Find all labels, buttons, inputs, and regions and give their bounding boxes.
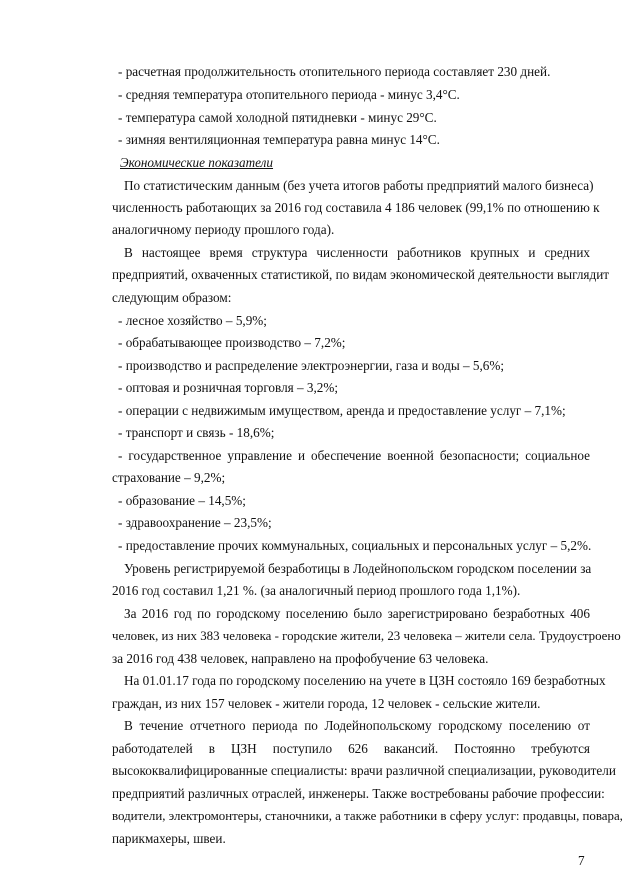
list-item: - оптовая и розничная торговля – 3,2%;: [118, 380, 339, 395]
text-line: граждан, из них 157 человек - жители города, 12 человек - сельские жители.: [112, 696, 541, 711]
text-line: парикмахеры, швеи.: [112, 831, 226, 846]
text-line: - зимняя вентиляционная температура равна минус 14°С.: [118, 132, 440, 147]
list-item: - здравоохранение – 23,5%;: [118, 515, 272, 530]
list-item: - производство и распределение электроэнергии, газа и воды – 5,6%;: [118, 358, 505, 373]
list-item: - лесное хозяйство – 5,9%;: [118, 313, 267, 328]
text-line: следующим образом:: [112, 290, 232, 305]
text-line: человек, из них 383 человека - городские жители, 23 человека – жители села. Трудоустроено: [112, 629, 621, 643]
text-line: водители, электромонтеры, станочники, а также работники в сферу услуг: продавцы, повара,: [112, 809, 623, 823]
text-line: - средняя температура отопительного периода - минус 3,4°С.: [118, 87, 460, 102]
text-line: предприятий, охваченных статистикой, по видам экономической деятельности выглядит: [112, 267, 610, 282]
text-line: численность работающих за 2016 год составила 4 186 человек (99,1% по отношению к: [112, 200, 600, 215]
list-item: - операции с недвижимым имуществом, аренда и предоставление услуг – 7,1%;: [118, 403, 566, 418]
text-line: работодателей в ЦЗН поступило 626 вакансий. Постоянно требуются: [112, 741, 590, 756]
text-line: В настоящее время структура численности работников крупных и средних: [124, 245, 590, 260]
text-line: аналогичному периоду прошлого года).: [112, 222, 335, 237]
text-line: высококвалифицированные специалисты: врачи различной специализации, руководители: [112, 763, 616, 778]
text-line: 2016 год составил 1,21 %. (за аналогичный период прошлого года 1,1%).: [112, 583, 521, 598]
text-line: за 2016 год 438 человек, направлено на профобучение 63 человека.: [112, 651, 489, 666]
text-line: - температура самой холодной пятидневки - минус 29°С.: [118, 110, 437, 125]
list-item: - обрабатывающее производство – 7,2%;: [118, 335, 346, 350]
list-item: - образование – 14,5%;: [118, 493, 246, 508]
section-heading: Экономические показатели: [120, 155, 274, 170]
text-line: предприятий различных отраслей, инженеры. Также востребованы рабочие профессии:: [112, 786, 605, 801]
page-number: 7: [578, 853, 585, 868]
text-line: За 2016 год по городскому поселению было зарегистрировано безработных 406: [124, 606, 590, 621]
list-item-continuation: страхование – 9,2%;: [112, 470, 226, 485]
text-line: На 01.01.17 года по городскому поселению на учете в ЦЗН состояло 169 безработных: [124, 673, 606, 688]
text-line: По статистическим данным (без учета итогов работы предприятий малого бизнеса): [124, 178, 594, 193]
list-item: - транспорт и связь - 18,6%;: [118, 425, 275, 440]
text-line: Уровень регистрируемой безработицы в Лодейнопольском городском поселении за: [124, 561, 592, 576]
text-line: В течение отчетного периода по Лодейнопольскому городскому поселению от: [124, 718, 590, 733]
list-item: - предоставление прочих коммунальных, социальных и персональных услуг – 5,2%.: [118, 538, 592, 553]
text-line: - расчетная продолжительность отопительного периода составляет 230 дней.: [118, 64, 551, 79]
list-item: - государственное управление и обеспечение военной безопасности; социальное: [118, 448, 590, 463]
